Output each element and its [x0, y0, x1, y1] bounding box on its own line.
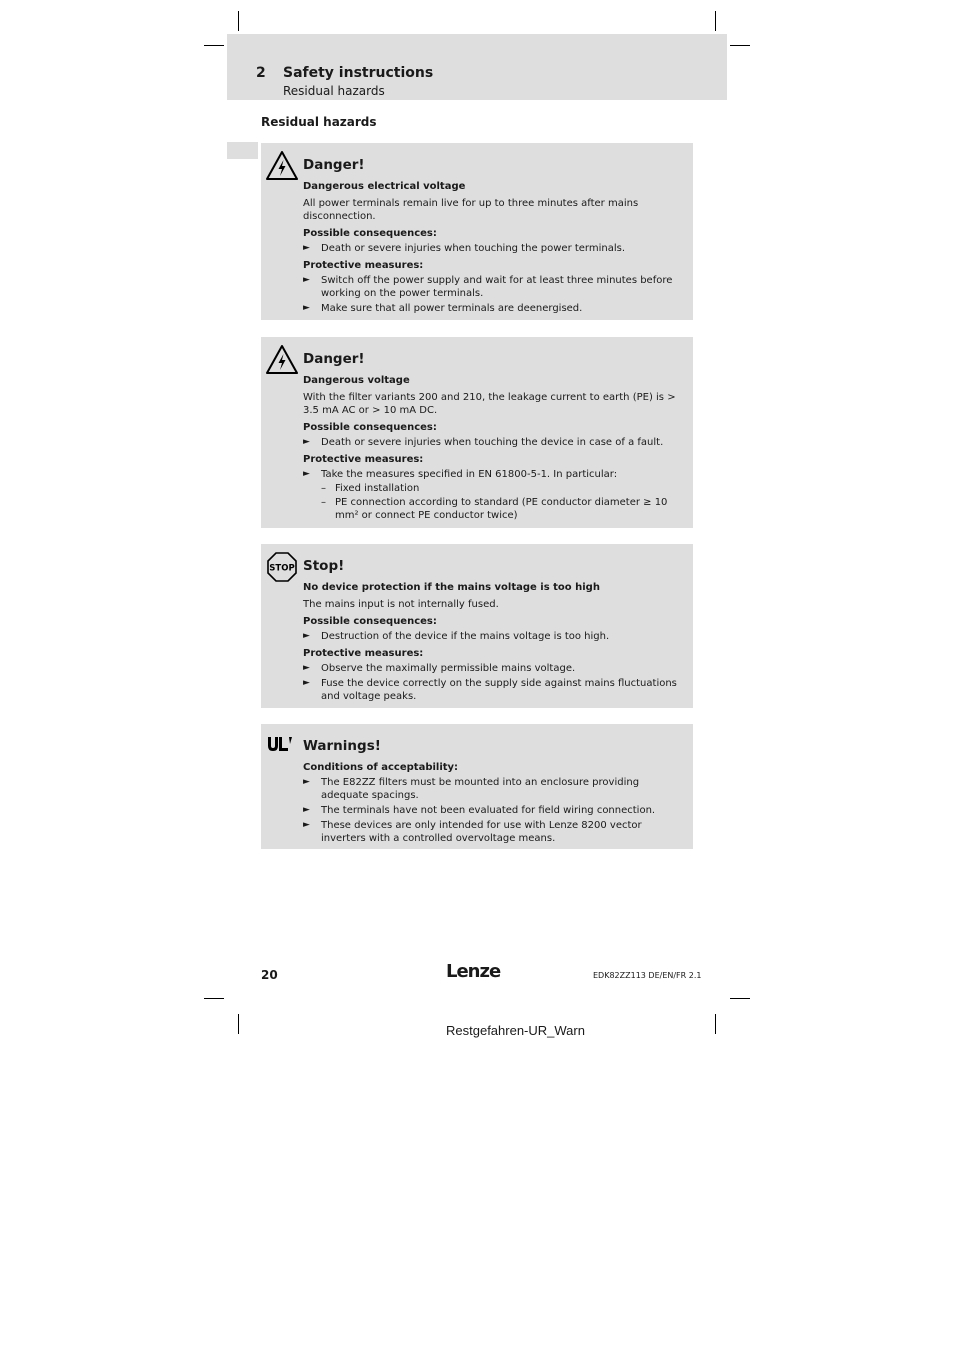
side-tab	[227, 142, 258, 159]
bullet-arrow-icon: ►	[303, 663, 310, 673]
dash-marker: –	[321, 483, 326, 494]
box-title: Stop!	[303, 558, 345, 574]
ul-recognized-mark-icon	[266, 734, 298, 766]
bullet-arrow-icon: ►	[303, 275, 310, 285]
crop-mark	[715, 11, 716, 31]
bullet-arrow-icon: ►	[303, 243, 310, 253]
list-item: ► Destruction of the device if the mains voltage is too high.	[303, 631, 610, 642]
box-title: Danger!	[303, 157, 365, 173]
chapter-number: 2	[256, 65, 266, 81]
chapter-title: Safety instructions	[283, 65, 434, 81]
lenze-logo: Lenze	[446, 961, 501, 982]
page-number: 20	[261, 968, 278, 982]
list-item: ► Observe the maximally permissible mains voltage.	[303, 663, 576, 674]
bullet-arrow-icon: ►	[303, 303, 310, 313]
stop-box-mains-voltage	[261, 544, 693, 708]
crop-mark	[730, 45, 750, 46]
chapter-heading	[256, 65, 433, 81]
list-item: ► These devices are only intended for use with Lenze 8200 vector inverters with a controlled overvoltage means.	[303, 820, 642, 844]
box-subtitle: Dangerous voltage	[303, 375, 410, 386]
box-text: The mains input is not internally fused.	[303, 599, 499, 610]
crop-mark	[238, 11, 239, 31]
consequences-label: Possible consequences:	[303, 616, 437, 627]
consequences-label: Possible consequences:	[303, 228, 437, 239]
measures-label: Protective measures:	[303, 454, 424, 465]
list-item: ► Death or severe injuries when touching the device in case of a fault.	[303, 437, 664, 448]
crop-mark	[715, 1014, 716, 1034]
list-item: ► Death or severe injuries when touching the power terminals.	[303, 243, 626, 254]
bullet-arrow-icon: ►	[303, 805, 310, 815]
high-voltage-warning-icon	[266, 344, 298, 376]
high-voltage-warning-icon	[266, 150, 298, 182]
bullet-arrow-icon: ►	[303, 820, 310, 830]
list-item: ► Take the measures specified in EN 61800-5-1. In particular: – Fixed installation – PE connection according to standard (PE conductor diameter ≥ 10 mm² or connect PE conductor twice)	[303, 468, 687, 522]
crop-mark	[730, 998, 750, 999]
box-subtitle: Conditions of acceptability:	[303, 762, 459, 773]
bullet-arrow-icon: ►	[303, 469, 310, 479]
crop-mark	[204, 998, 224, 999]
sub-list-item: – PE connection according to standard (PE conductor diameter ≥ 10 mm² or connect PE conductor twice)	[321, 497, 668, 521]
chapter-subtitle: Residual hazards	[283, 84, 385, 98]
list-item: ► Fuse the device correctly on the supply side against mains fluctuations and voltage peaks.	[303, 678, 677, 702]
box-text: With the filter variants 200 and 210, the leakage current to earth (PE) is > 3.5 mA AC or > 10 mA DC.	[303, 392, 676, 416]
list-item: ► Make sure that all power terminals are deenergised.	[303, 303, 583, 314]
consequences-label: Possible consequences:	[303, 422, 437, 433]
box-subtitle: No device protection if the mains voltage is too high	[303, 582, 600, 593]
warnings-box-ul	[261, 724, 693, 849]
crop-mark	[238, 1014, 239, 1034]
list-item: ► The terminals have not been evaluated for field wiring connection.	[303, 805, 656, 816]
box-title: Danger!	[303, 351, 365, 367]
danger-box-leakage	[261, 337, 693, 528]
measures-label: Protective measures:	[303, 648, 424, 659]
list-item: ► Switch off the power supply and wait for at least three minutes before working on the power terminals.	[303, 275, 673, 299]
file-name-caption: Restgefahren-UR_Warn	[446, 1023, 585, 1038]
dash-marker: –	[321, 497, 326, 508]
bullet-arrow-icon: ►	[303, 631, 310, 641]
svg-text:STOP: STOP	[269, 563, 295, 574]
box-subtitle: Dangerous electrical voltage	[303, 181, 466, 192]
section-title: Residual hazards	[261, 115, 377, 129]
bullet-arrow-icon: ►	[303, 678, 310, 688]
measures-label: Protective measures:	[303, 260, 424, 271]
stop-sign-icon	[266, 551, 298, 583]
crop-mark	[204, 45, 224, 46]
bullet-arrow-icon: ►	[303, 777, 310, 787]
document-id: EDK82ZZ113 DE/EN/FR 2.1	[593, 971, 702, 980]
sub-list-item: – Fixed installation	[321, 483, 420, 494]
list-item: ► The E82ZZ filters must be mounted into an enclosure providing adequate spacings.	[303, 777, 640, 801]
bullet-arrow-icon: ►	[303, 437, 310, 447]
box-text: All power terminals remain live for up to three minutes after mains disconnection.	[303, 198, 639, 222]
box-title: Warnings!	[303, 738, 381, 754]
danger-box-electrical	[261, 143, 693, 320]
